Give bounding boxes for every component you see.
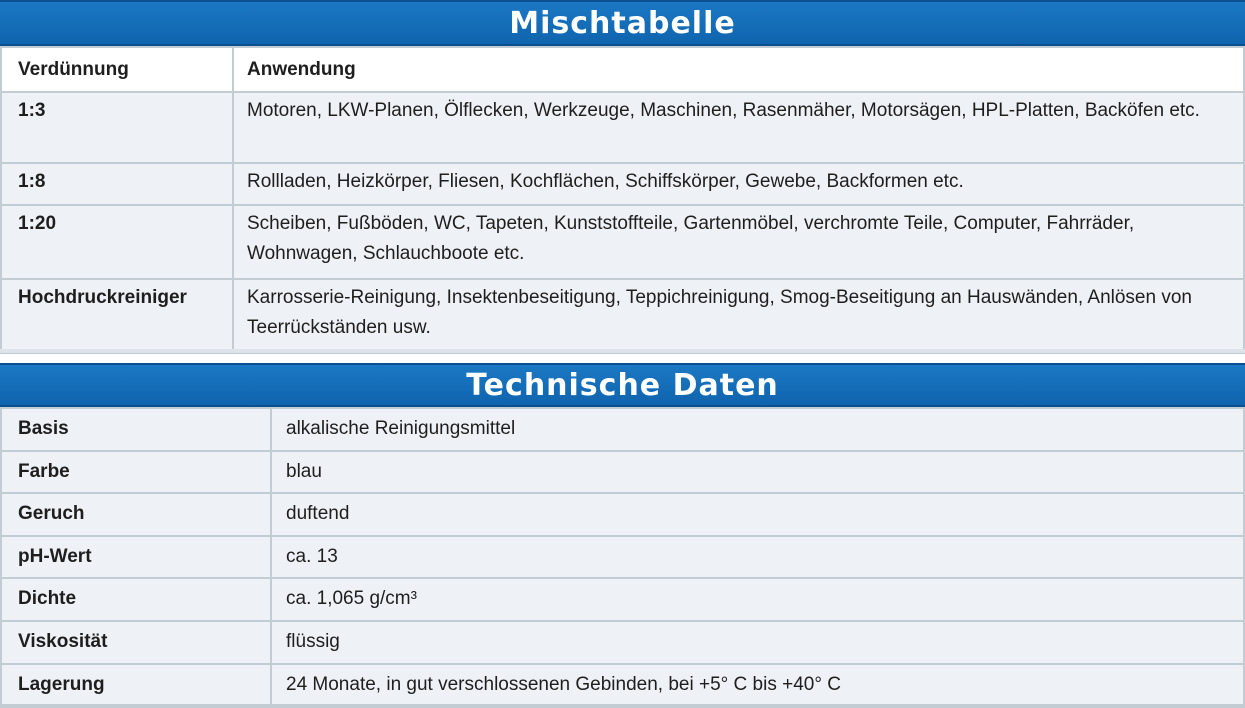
application-text: Karrosserie-Reinigung, Insektenbeseitigung, Teppichreinigung, Smog-Beseitigung an Hauswänden, Anlösen von Teerrückständen usw. (233, 279, 1244, 353)
table-row (1, 163, 1244, 205)
property-value: blau (271, 451, 1244, 494)
column-header-verduennung: Verdünnung (1, 47, 233, 92)
property-label: Basis (1, 408, 271, 451)
dilution-ratio: 1:20 (1, 205, 233, 279)
property-value: ca. 13 (271, 536, 1244, 579)
table-row (1, 205, 1244, 279)
property-label: Lagerung (1, 664, 271, 707)
property-value: alkalische Reinigungsmittel (271, 408, 1244, 451)
property-value: ca. 1,065 g/cm³ (271, 578, 1244, 621)
property-label: pH-Wert (1, 536, 271, 579)
table-row (1, 451, 1244, 494)
application-text: Rollladen, Heizkörper, Fliesen, Kochflächen, Schiffskörper, Gewebe, Backformen etc. (233, 163, 1244, 205)
dilution-ratio: Hochdruckreiniger (1, 279, 233, 353)
property-value: 24 Monate, in gut verschlossenen Gebinden, bei +5° C bis +40° C (271, 664, 1244, 707)
application-text: Scheiben, Fußböden, WC, Tapeten, Kunststoffteile, Gartenmöbel, verchromte Teile, Computer, Fahrräder, Wohnwagen, Schlauchboote etc. (233, 205, 1244, 279)
table-header-row (1, 47, 1244, 92)
section-divider (0, 349, 1245, 353)
dilution-ratio: 1:3 (1, 92, 233, 163)
column-header-anwendung: Anwendung (233, 47, 1244, 92)
table-row (1, 493, 1244, 536)
property-label: Geruch (1, 493, 271, 536)
table-row (1, 279, 1244, 353)
table-row (1, 621, 1244, 664)
dilution-ratio: 1:8 (1, 163, 233, 205)
technische-daten-title: Technische Daten (466, 367, 779, 403)
property-label: Viskosität (1, 621, 271, 664)
technische-daten-header (0, 363, 1245, 407)
table-row (1, 664, 1244, 707)
bottom-border (0, 704, 1245, 708)
property-value: duftend (271, 493, 1244, 536)
table-row (1, 536, 1244, 579)
technische-daten-table (0, 407, 1245, 707)
table-row (1, 408, 1244, 451)
property-label: Dichte (1, 578, 271, 621)
mischtabelle-header (0, 0, 1245, 46)
mischtabelle-table (0, 46, 1245, 354)
mischtabelle-title: Mischtabelle (509, 5, 736, 41)
property-label: Farbe (1, 451, 271, 494)
property-value: flüssig (271, 621, 1244, 664)
table-row (1, 578, 1244, 621)
application-text: Motoren, LKW-Planen, Ölflecken, Werkzeuge, Maschinen, Rasenmäher, Motorsägen, HPL-Platten, Backöfen etc. (233, 92, 1244, 163)
table-row (1, 92, 1244, 163)
